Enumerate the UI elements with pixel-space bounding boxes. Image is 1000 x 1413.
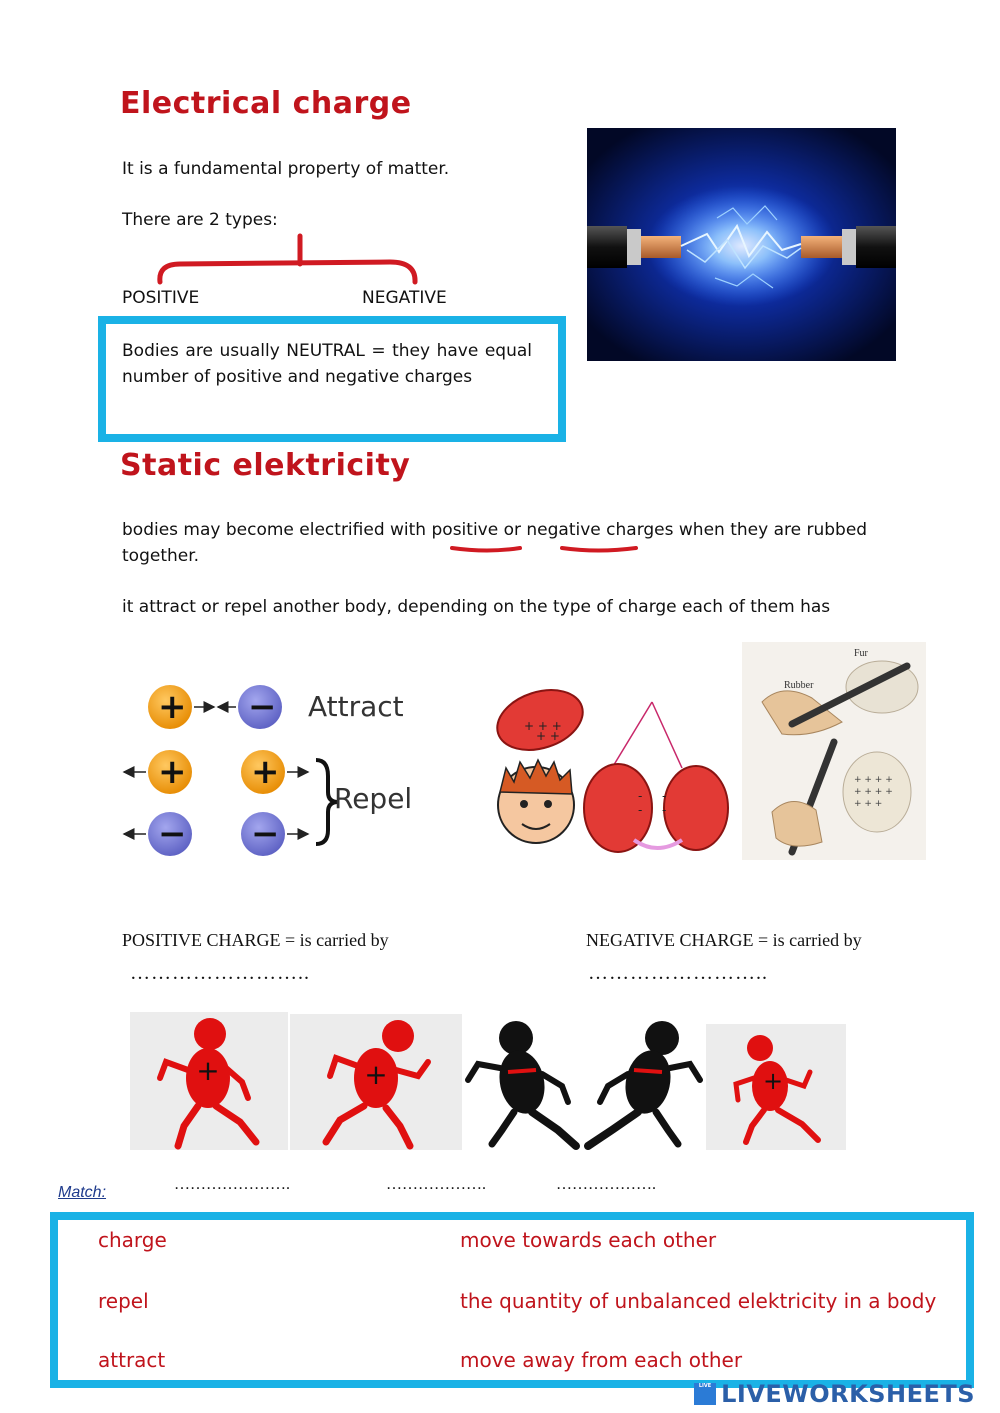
- svg-text:+ + + +: + + + +: [854, 775, 893, 785]
- figure-positive-1[interactable]: [130, 1012, 288, 1150]
- repel-minus-sign-2: −: [251, 814, 280, 854]
- match-left-1[interactable]: charge: [98, 1228, 167, 1252]
- figure-positive-3[interactable]: [706, 1024, 846, 1150]
- match-right-1[interactable]: move towards each other: [460, 1228, 717, 1252]
- negative-runners: [462, 1016, 704, 1152]
- para1-start: bodies may become electrified with: [122, 520, 432, 540]
- rubber-fur-graphic: [742, 642, 926, 860]
- plus-sign-1: +: [196, 1054, 220, 1087]
- underline-marks: [448, 540, 648, 556]
- balloon-boy-illustration: [492, 680, 732, 860]
- svg-text:+ + +: + + +: [524, 719, 562, 733]
- types-intro-text: There are 2 types:: [122, 210, 278, 230]
- liveworksheets-brand: [694, 1380, 975, 1412]
- title-static-electricity: Static elektricity: [120, 448, 411, 483]
- brand-name: LIVEWORKSHEETS: [721, 1380, 976, 1408]
- repel-label: Repel: [334, 782, 413, 815]
- neutral-note-text: Bodies are usually NEUTRAL = they have equal number of positive and negative charges: [122, 341, 532, 387]
- repel-plus-sign-2: +: [251, 752, 280, 792]
- attract-plus-sign: +: [158, 687, 187, 727]
- word-or: or: [498, 520, 527, 540]
- types-bracket: [150, 232, 430, 287]
- attract-repel-diagram: [118, 672, 448, 872]
- repel-minus-sign-1: −: [158, 814, 187, 854]
- plus-sign-2: +: [364, 1058, 388, 1091]
- neutral-note-box: [98, 316, 566, 442]
- positive-carrier-blank[interactable]: ……………………..: [130, 962, 310, 984]
- match-blank-3[interactable]: ……………….: [556, 1176, 656, 1193]
- svg-text:+ + + +: + + + +: [854, 787, 893, 797]
- plus-sign-3: +: [762, 1067, 784, 1095]
- svg-text:+ +: + +: [536, 729, 560, 743]
- positive-charge-label: POSITIVE CHARGE = is carried by: [122, 930, 389, 950]
- electric-spark-image: [587, 128, 896, 361]
- match-blank-1[interactable]: ………………….: [174, 1176, 290, 1193]
- fur-label: Fur: [854, 648, 868, 659]
- svg-text:-: -: [662, 803, 667, 817]
- match-right-3[interactable]: move away from each other: [460, 1348, 743, 1372]
- match-left-3[interactable]: attract: [98, 1348, 166, 1372]
- svg-text:-: -: [662, 789, 667, 803]
- match-box: [50, 1212, 974, 1388]
- match-left-2[interactable]: repel: [98, 1289, 149, 1313]
- static-paragraph-2: it attract or repel another body, depending on the type of charge each of them has: [122, 597, 831, 617]
- attract-minus-sign: −: [248, 687, 277, 727]
- match-label: Match:: [58, 1184, 107, 1201]
- match-blank-2[interactable]: ……………….: [386, 1176, 486, 1193]
- type-negative: NEGATIVE: [362, 288, 447, 308]
- match-right-2[interactable]: the quantity of unbalanced elektricity in a body: [460, 1289, 937, 1313]
- negative-charge-label: NEGATIVE CHARGE = is carried by: [586, 930, 862, 950]
- title-electrical-charge: Electrical charge: [120, 86, 412, 121]
- word-positive: positive: [431, 520, 499, 540]
- rubber-label: Rubber: [784, 680, 814, 691]
- word-negative: negative: [526, 520, 601, 540]
- type-positive: POSITIVE: [122, 288, 200, 308]
- svg-text:+ + +: + + +: [854, 799, 883, 809]
- svg-text:-: -: [638, 803, 643, 817]
- brand-logo-icon: LIVE: [694, 1383, 716, 1405]
- repel-plus-sign-1: +: [158, 752, 187, 792]
- figure-positive-2[interactable]: [290, 1014, 462, 1150]
- attract-label: Attract: [308, 690, 404, 723]
- negative-carrier-blank[interactable]: ……………………..: [588, 962, 768, 984]
- svg-text:-: -: [638, 789, 643, 803]
- rubber-fur-image: [742, 642, 926, 860]
- definition-text: It is a fundamental property of matter.: [122, 159, 450, 179]
- para1-end: charges when they are rubbed together.: [122, 520, 868, 566]
